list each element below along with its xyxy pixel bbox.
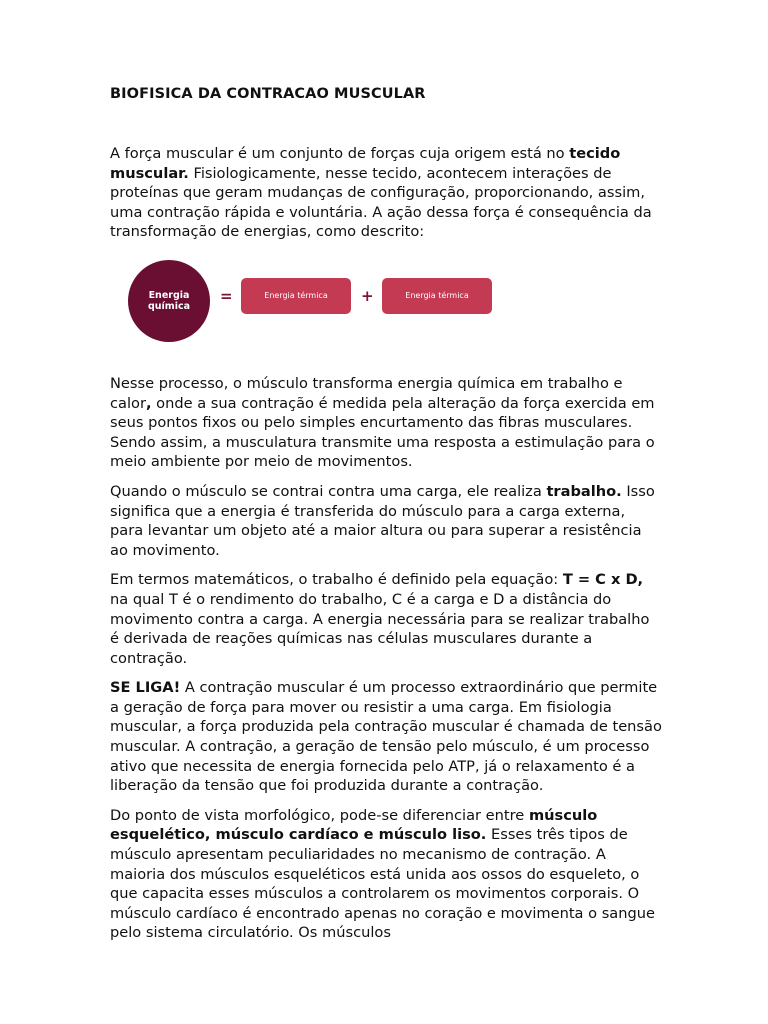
paragraph-text: Em termos matemáticos, o trabalho é definido pela equação: bbox=[110, 571, 563, 589]
paragraph-work bbox=[110, 482, 662, 560]
paragraph-text: A força muscular é um conjunto de forças cuja origem está no bbox=[110, 145, 570, 162]
paragraph-text: Quando o músculo se contrai contra uma carga, ele realiza bbox=[110, 482, 547, 500]
plus-sign: + bbox=[361, 286, 374, 305]
thermal-energy-box-2: Energia térmica bbox=[382, 278, 492, 314]
paragraph-text: onde a sua contração é medida pela alteração da força exercida em seus pontos fixos ou pelo simples encurtamento das fibras musculares. Sendo assim, a musculatura transmite uma resposta a estimulação para o meio ambiente por meio de movimentos. bbox=[110, 394, 655, 471]
paragraph-text: A contração muscular é um processo extraordinário que permite a geração de força para mover ou resistir a uma carga. Em fisiologia muscular, a força produzida pela contração muscular é chamada de tensão muscular. A contração, a geração de tensão pelo músculo, é um processo ativo que necessita de energia fornecida pelo ATP, já o relaxamento é a liberação da tensão que foi produzida durante a contração. bbox=[110, 679, 662, 795]
bold-callout: SE LIGA! bbox=[110, 679, 181, 697]
paragraph-equation bbox=[110, 570, 662, 668]
paragraph-morphology bbox=[110, 806, 662, 943]
paragraph-text: Nesse processo, o músculo transforma energia química em trabalho e calor bbox=[110, 374, 623, 412]
bold-comma: , bbox=[145, 394, 152, 412]
chemical-energy-circle: Energia química bbox=[128, 260, 210, 342]
equals-sign: = bbox=[220, 286, 233, 305]
bold-term: tecido muscular. bbox=[110, 145, 621, 182]
bold-equation: T = C x D, bbox=[562, 571, 644, 589]
thermal-energy-box: Energia térmica bbox=[241, 278, 351, 314]
paragraph-text: Fisiologicamente, nesse tecido, acontecem interações de proteínas que geram mudanças de configuração, proporcionando, assim, uma contração rápida e voluntária. A ação dessa força é consequência da transformação de energias, como descrito: bbox=[110, 164, 652, 241]
paragraph-text: Esses três tipos de músculo apresentam peculiaridades no mecanismo de contração. A maioria dos músculos esqueléticos está unida aos ossos do esqueleto, o que capacita esses músculos a controlarem os movimentos corporais. O músculo cardíaco é encontrado apenas no coração e movimenta o sangue pelo sistema circulatório. Os músculos bbox=[110, 826, 655, 942]
paragraph-text: Do ponto de vista morfológico, pode-se diferenciar entre bbox=[110, 806, 529, 824]
paragraph-text: na qual T é o rendimento do trabalho, C é a carga e D a distância do movimento contra a carga. A energia necessária para se realizar trabalho é derivada de reações químicas nas células musculares durante a contração. bbox=[110, 590, 650, 667]
energy-diagram bbox=[110, 256, 662, 368]
paragraph-text: Isso significa que a energia é transferida do músculo para a carga externa, para levantar um objeto até a maior altura ou para superar a resistência ao movimento. bbox=[110, 482, 655, 559]
paragraph-process bbox=[110, 374, 662, 472]
bold-term: trabalho. bbox=[546, 482, 622, 500]
document-page bbox=[110, 84, 662, 943]
bold-term: músculo esquelético, músculo cardíaco e músculo liso. bbox=[110, 806, 598, 844]
paragraph-se-liga bbox=[110, 678, 662, 796]
paragraph-intro bbox=[110, 144, 662, 242]
document-title: BIOFISICA DA CONTRACAO MUSCULAR bbox=[110, 86, 426, 102]
